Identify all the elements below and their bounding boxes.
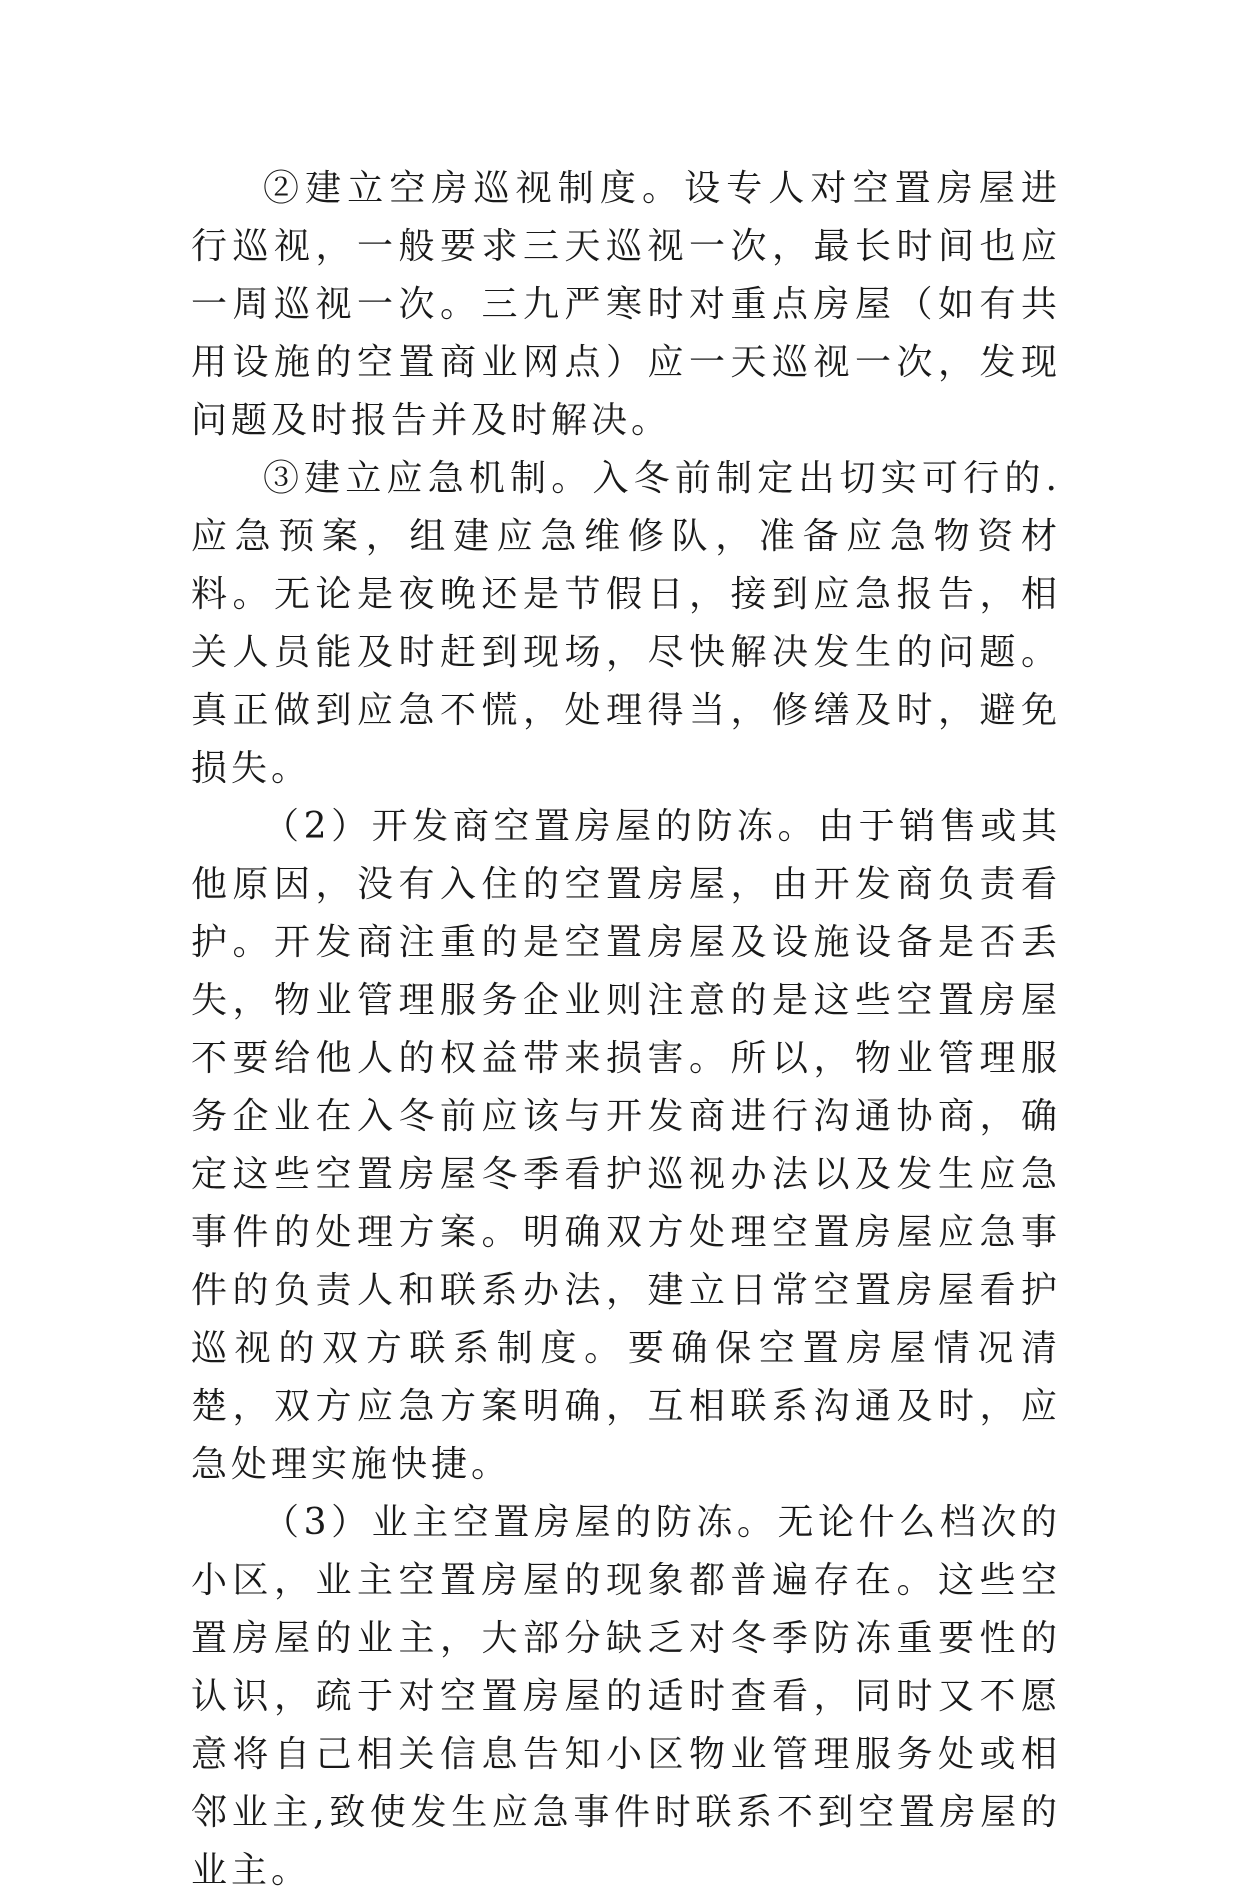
paragraph-owner-vacant-houses: （3）业主空置房屋的防冻。无论什么档次的小区，业主空置房屋的现象都普遍存在。这些空置房屋的业主，大部分缺乏对冬季防冻重要性的认识，疏于对空置房屋的适时查看，同时又不愿意将自己相关信息告知小区物业管理服务处或相邻业主,致使发生应急事件时联系不到空置房屋的业主。	[191, 1502, 1061, 1891]
document-body	[191, 160, 1061, 1900]
paragraph-emergency-mechanism: ③建立应急机制。入冬前制定出切实可行的.应急预案，组建应急维修队，准备应急物资材料。无论是夜晚还是节假日，接到应急报告，相关人员能及时赶到现场，尽快解决发生的问题。真正做到应急不慌，处理得当，修缮及时，避免损失。	[191, 458, 1061, 789]
paragraph-developer-vacant-houses: （2）开发商空置房屋的防冻。由于销售或其他原因，没有入住的空置房屋，由开发商负责看护。开发商注重的是空置房屋及设施设备是否丢失，物业管理服务企业则注意的是这些空置房屋不要给他人的权益带来损害。所以，物业管理服务企业在入冬前应该与开发商进行沟通协商，确定这些空置房屋冬季看护巡视办法以及发生应急事件的处理方案。明确双方处理空置房屋应急事件的负责人和联系办法，建立日常空置房屋看护巡视的双方联系制度。要确保空置房屋情况清楚，双方应急方案明确，互相联系沟通及时，应急处理实施快捷。	[191, 806, 1061, 1485]
paragraph-vacant-house-inspection: ②建立空房巡视制度。设专人对空置房屋进行巡视，一般要求三天巡视一次，最长时间也应一周巡视一次。三九严寒时对重点房屋（如有共用设施的空置商业网点）应一天巡视一次，发现问题及时报告并及时解决。	[191, 168, 1061, 441]
